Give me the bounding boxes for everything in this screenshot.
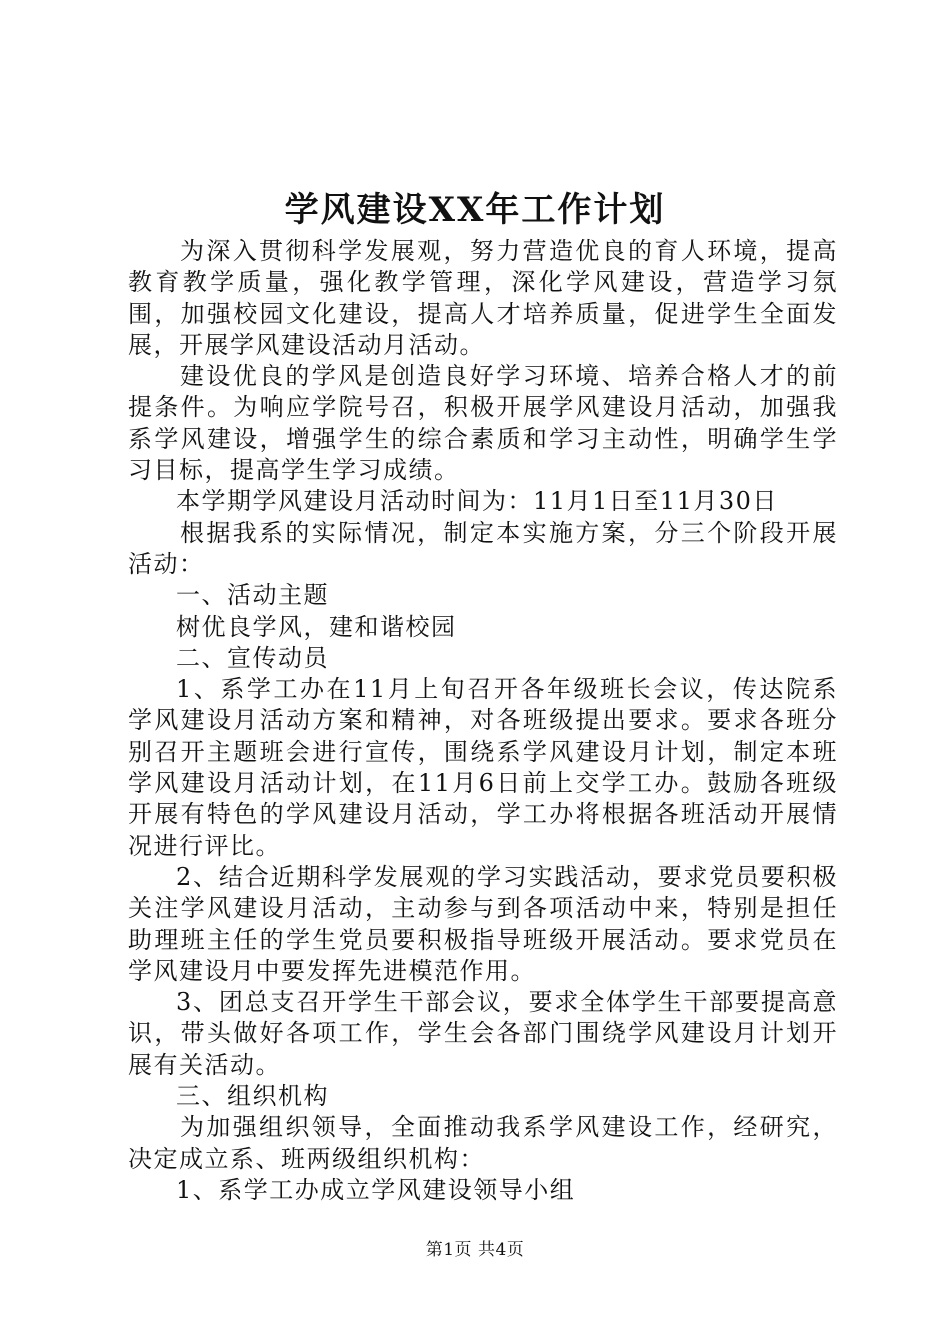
document-body xyxy=(128,236,838,1206)
heading-publicity: 二、宣传动员 xyxy=(176,643,329,672)
paragraph-item-1: 1、系学工办在11月上旬召开各年级班长会议，传达院系学风建设月活动方案和精神，对各班级提出要求。要求各班分别召开主题班会进行宣传，围绕系学风建设月计划，制定本班学风建设月活动计划，在11月6日前上交学工办。鼓励各班级开展有特色的学风建设月活动，学工办将根据各班活动开展情况进行评比。 xyxy=(128,675,838,860)
paragraph-intro: 为深入贯彻科学发展观，努力营造优良的育人环境，提高教育教学质量，强化教学管理，深化学风建设，营造学习氛围，加强校园文化建设，提高人才培养质量，促进学生全面发展，开展学风建设活动月活动。 xyxy=(128,237,838,359)
page-number-footer: 第1页 共4页 xyxy=(425,1240,525,1260)
paragraph-organization: 为加强组织领导，全面推动我系学风建设工作，经研究，决定成立系、班两级组织机构： xyxy=(128,1113,838,1173)
paragraph-plan-stages: 根据我系的实际情况，制定本实施方案，分三个阶段开展活动： xyxy=(128,518,838,578)
heading-activity-theme: 一、活动主题 xyxy=(176,581,329,610)
paragraph-item-2: 2、结合近期科学发展观的学习实践活动，要求党员要积极关注学风建设月活动，主动参与到各项活动中来，特别是担任助理班主任的学生党员要积极指导班级开展活动。要求党员在学风建设月中要发挥先进模范作用。 xyxy=(128,862,838,985)
heading-organization: 三、组织机构 xyxy=(176,1082,329,1111)
paragraph-theme-slogan: 树优良学风，建和谐校园 xyxy=(176,612,457,641)
paragraph-activity-time: 本学期学风建设月活动时间为：11月1日至11月30日 xyxy=(176,487,778,516)
paragraph-item-3: 3、团总支召开学生干部会议，要求全体学生干部要提高意识，带头做好各项工作，学生会各部门围绕学风建设月计划开展有关活动。 xyxy=(128,988,838,1079)
paragraph-purpose: 建设优良的学风是创造良好学习环境、培养合格人才的前提条件。为响应学院号召，积极开展学风建设月活动，加强我系学风建设，增强学生的综合素质和学习主动性，明确学生学习目标，提高学生学习成绩。 xyxy=(128,362,838,485)
paragraph-leading-group: 1、系学工办成立学风建设领导小组 xyxy=(176,1175,576,1204)
document-title: 学风建设XX年工作计划 xyxy=(284,190,666,230)
